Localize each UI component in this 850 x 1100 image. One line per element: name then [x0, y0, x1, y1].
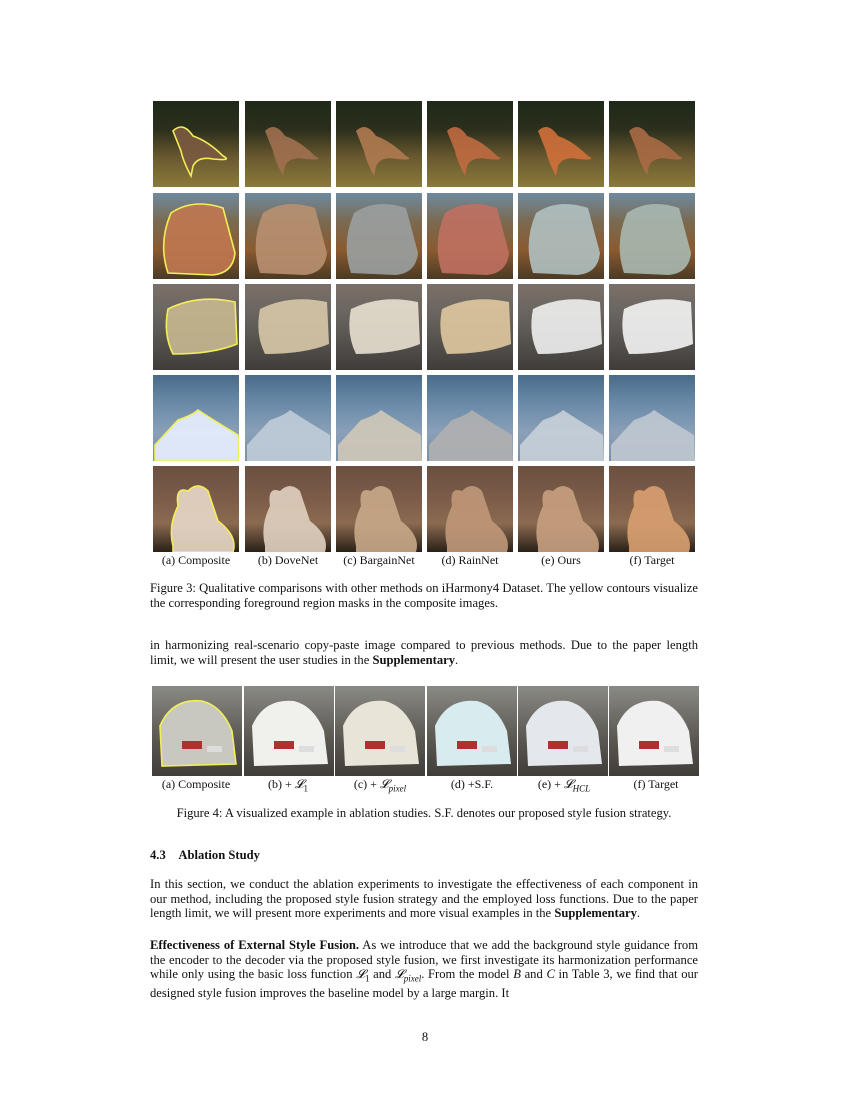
image-mountain-0	[153, 375, 239, 461]
image-cat-4	[518, 466, 604, 552]
image-cat-1	[245, 466, 331, 552]
image-cat-2	[336, 466, 422, 552]
image-truck-5	[609, 193, 695, 279]
fig4-label-b: (b) + 𝓛$_1$	[268, 777, 308, 794]
image-kangaroo-5	[609, 101, 695, 187]
fig4-label-f: (f) Target	[633, 777, 679, 791]
image-kangaroo-2	[336, 101, 422, 187]
fig4-label-c: (c) + 𝓛$_{pixel}$	[353, 777, 407, 794]
image-cat-3	[427, 466, 513, 552]
image-truck-1	[245, 193, 331, 279]
paragraph: Effectiveness of External Style Fusion. As we introduce that we add the background style guidance from the encoder to the decoder via the proposed style fusion, we first investigate its harmonization performance while only using the basic loss function 𝓛$_1$ and 𝓛$_{pixel}$. From the model B and C in Table 3, we find that our designed style fusion improves the baseline model by a large margin. It	[150, 938, 698, 1001]
image-mountain-2	[336, 375, 422, 461]
section-heading: 4.3 Ablation Study	[150, 848, 260, 862]
image-mountain-1	[245, 375, 331, 461]
image-mountain-5	[609, 375, 695, 461]
fig3-label: (f) Target	[629, 553, 675, 567]
image-bus-5	[609, 284, 695, 370]
image-kangaroo-0	[153, 101, 239, 187]
page-number: 8	[421, 1030, 429, 1044]
fig3-label: (b) DoveNet	[257, 553, 319, 567]
fig3-label: (a) Composite	[161, 553, 231, 567]
car-image-5	[609, 686, 699, 776]
image-kangaroo-3	[427, 101, 513, 187]
fig3-label: (c) BargainNet	[343, 553, 415, 567]
image-bus-4	[518, 284, 604, 370]
image-truck-4	[518, 193, 604, 279]
image-kangaroo-1	[245, 101, 331, 187]
image-bus-2	[336, 284, 422, 370]
image-bus-0	[153, 284, 239, 370]
paragraph: In this section, we conduct the ablation experiments to investigate the effectiveness of each component in our method, including the proposed style fusion strategy and the employed loss functions. Due to the paper length limit, we will present more experiments and more visual examples in the Supplementary.	[150, 877, 698, 921]
image-cat-0	[153, 466, 239, 552]
fig4-label-a: (a) Composite	[161, 777, 231, 791]
fig3-label: (e) Ours	[541, 553, 581, 567]
fig3-label: (d) RainNet	[441, 553, 499, 567]
image-mountain-4	[518, 375, 604, 461]
fig4-label-d: (d) +S.F.	[450, 777, 494, 791]
car-image-4	[518, 686, 608, 776]
car-image-0	[152, 686, 242, 776]
figure-4-caption: Figure 4: A visualized example in ablation studies. S.F. denotes our proposed style fusion strategy.	[176, 806, 672, 820]
car-image-3	[427, 686, 517, 776]
car-image-1	[244, 686, 334, 776]
image-truck-3	[427, 193, 513, 279]
image-truck-0	[153, 193, 239, 279]
image-truck-2	[336, 193, 422, 279]
image-bus-1	[245, 284, 331, 370]
fig4-label-e: (e) + 𝓛$_{HCL}$	[537, 777, 591, 794]
image-bus-3	[427, 284, 513, 370]
figure-3-caption: Figure 3: Qualitative comparisons with other methods on iHarmony4 Dataset. The yellow contours visualize the corresponding foreground region masks in the composite images.	[150, 581, 698, 610]
image-mountain-3	[427, 375, 513, 461]
paragraph: in harmonizing real-scenario copy-paste image compared to previous methods. Due to the paper length limit, we will present the user studies in the Supplementary.	[150, 638, 698, 667]
car-image-2	[335, 686, 425, 776]
image-cat-5	[609, 466, 695, 552]
image-kangaroo-4	[518, 101, 604, 187]
